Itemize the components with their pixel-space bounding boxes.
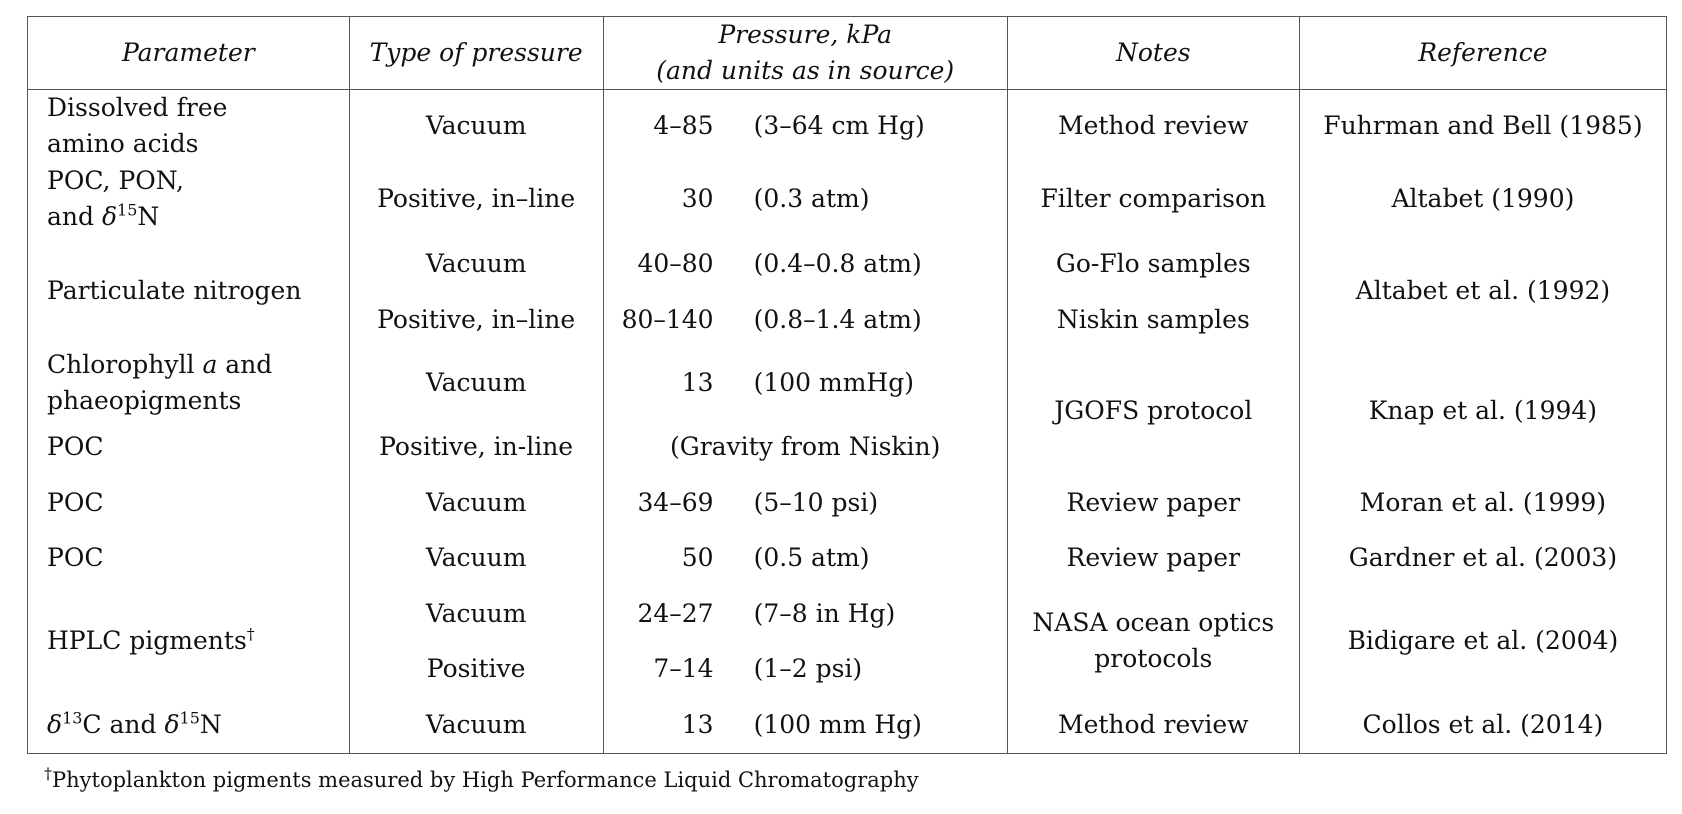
pressure-kpa: 13 xyxy=(681,368,714,398)
cell-parameter xyxy=(28,697,350,754)
header-pressure-line1: Pressure, kPa xyxy=(718,20,893,49)
parameter-text: Chlorophyll xyxy=(47,350,203,380)
cell-pressure xyxy=(603,236,1007,293)
cell-reference: Gardner et al. (2003) xyxy=(1299,531,1666,586)
cell-reference: Bidigare et al. (2004) xyxy=(1299,586,1666,697)
table-row xyxy=(28,236,1667,293)
cell-notes: Review paper xyxy=(1007,474,1299,531)
parameter-line2: amino acids xyxy=(47,129,199,159)
cell-parameter: POC xyxy=(47,543,104,573)
cell-pressure xyxy=(603,90,1007,163)
cell-type: Vacuum xyxy=(349,236,603,293)
cell-pressure xyxy=(603,347,1007,420)
cell-reference: Altabet (1990) xyxy=(1299,163,1666,236)
pressure-table xyxy=(27,16,1667,754)
cell-pressure xyxy=(603,697,1007,754)
header-notes: Notes xyxy=(1007,17,1299,90)
cell-parameter xyxy=(28,586,350,697)
pressure-source-units: (3–64 cm Hg) xyxy=(753,111,925,141)
pressure-source-units: (1–2 psi) xyxy=(753,654,863,684)
pressure-kpa: 4–85 xyxy=(653,111,714,141)
pressure-source-units: (100 mm Hg) xyxy=(753,709,922,739)
delta-symbol: δ xyxy=(164,709,180,739)
parameter-text: C and xyxy=(82,709,165,739)
parameter-italic-a: a xyxy=(202,350,218,380)
dagger-footnote-mark: † xyxy=(44,764,52,783)
cell-reference: Moran et al. (1999) xyxy=(1299,474,1666,531)
parameter-line1 xyxy=(47,347,349,383)
header-pressure-line2: (and units as in source) xyxy=(656,56,955,85)
pressure-source-units: (7–8 in Hg) xyxy=(753,598,896,628)
header-type: Type of pressure xyxy=(349,17,603,90)
isotope-superscript: 13 xyxy=(62,708,83,728)
pressure-source-units: (0.8–1.4 atm) xyxy=(753,304,922,334)
cell-reference: Collos et al. (2014) xyxy=(1299,697,1666,754)
cell-type: Positive, in-line xyxy=(349,420,603,475)
pressure-kpa: 13 xyxy=(681,709,714,739)
parameter-line2: phaeopigments xyxy=(47,386,242,416)
cell-notes xyxy=(1007,586,1299,697)
parameter-line2 xyxy=(47,199,349,235)
cell-type: Positive, in–line xyxy=(349,163,603,236)
cell-pressure xyxy=(603,474,1007,531)
table-row xyxy=(28,163,1667,236)
cell-notes: Review paper xyxy=(1007,531,1299,586)
delta-symbol: δ xyxy=(47,709,63,739)
pressure-source-units: (0.3 atm) xyxy=(753,184,870,214)
header-pressure xyxy=(603,17,1007,90)
pressure-source-units: (0.5 atm) xyxy=(753,543,870,573)
cell-notes: Filter comparison xyxy=(1007,163,1299,236)
cell-notes: JGOFS protocol xyxy=(1007,347,1299,474)
pressure-source-units: (5–10 psi) xyxy=(753,487,879,517)
cell-type: Vacuum xyxy=(349,697,603,754)
table-row xyxy=(28,586,1667,643)
table-footnote xyxy=(44,766,919,794)
cell-notes: Niskin samples xyxy=(1007,292,1299,347)
cell-notes: Go-Flo samples xyxy=(1007,236,1299,293)
cell-type: Positive xyxy=(349,642,603,697)
pressure-kpa: 40–80 xyxy=(637,248,714,278)
table-row xyxy=(28,531,1667,586)
pressure-kpa: 34–69 xyxy=(637,487,714,517)
cell-parameter xyxy=(28,347,350,420)
header-parameter: Parameter xyxy=(28,17,350,90)
table-row xyxy=(28,474,1667,531)
parameter-text: N xyxy=(199,709,222,739)
cell-parameter: Particulate nitrogen xyxy=(47,276,302,306)
cell-type: Vacuum xyxy=(349,586,603,643)
cell-type: Positive, in–line xyxy=(349,292,603,347)
cell-pressure xyxy=(603,163,1007,236)
cell-type: Vacuum xyxy=(349,474,603,531)
pressure-source-units: (0.4–0.8 atm) xyxy=(753,248,922,278)
pressure-kpa: 30 xyxy=(681,184,714,214)
parameter-line1: POC, PON, xyxy=(47,166,184,196)
pressure-kpa: 50 xyxy=(681,543,714,573)
parameter-text: HPLC pigments xyxy=(47,626,247,656)
cell-notes: Method review xyxy=(1007,90,1299,163)
delta-symbol: δ xyxy=(101,202,118,232)
parameter-text: and xyxy=(47,202,102,232)
cell-pressure xyxy=(603,292,1007,347)
cell-parameter: POC xyxy=(47,431,104,461)
cell-parameter: POC xyxy=(47,487,104,517)
cell-reference: Knap et al. (1994) xyxy=(1299,347,1666,474)
pressure-kpa: 80–140 xyxy=(621,304,714,334)
table-row xyxy=(28,347,1667,420)
pressure-source-units: (100 mmHg) xyxy=(753,368,914,398)
isotope-superscript: 15 xyxy=(179,708,200,728)
cell-pressure xyxy=(603,531,1007,586)
parameter-line1: Dissolved free xyxy=(47,93,228,123)
cell-notes: Method review xyxy=(1007,697,1299,754)
cell-pressure-gravity: (Gravity from Niskin) xyxy=(603,420,1007,475)
cell-pressure xyxy=(603,586,1007,643)
dagger-footnote-mark: † xyxy=(246,624,255,644)
notes-line1: NASA ocean optics xyxy=(1032,608,1275,638)
cell-parameter xyxy=(28,163,350,236)
footnote-text: Phytoplankton pigments measured by High Performance Liquid Chromatography xyxy=(52,768,919,792)
cell-parameter xyxy=(28,90,350,163)
table-header-row xyxy=(28,17,1667,90)
table-row xyxy=(28,697,1667,754)
cell-type: Vacuum xyxy=(349,531,603,586)
cell-pressure xyxy=(603,642,1007,697)
pressure-kpa: 7–14 xyxy=(653,654,714,684)
cell-type: Vacuum xyxy=(349,90,603,163)
cell-reference: Fuhrman and Bell (1985) xyxy=(1299,90,1666,163)
notes-line2: protocols xyxy=(1094,644,1213,674)
parameter-text: N xyxy=(137,202,160,232)
pressure-kpa: 24–27 xyxy=(637,598,714,628)
table-row xyxy=(28,90,1667,163)
isotope-superscript: 15 xyxy=(117,200,138,220)
parameter-text: and xyxy=(217,350,273,380)
cell-reference: Altabet et al. (1992) xyxy=(1299,236,1666,347)
header-reference: Reference xyxy=(1299,17,1666,90)
cell-type: Vacuum xyxy=(349,347,603,420)
